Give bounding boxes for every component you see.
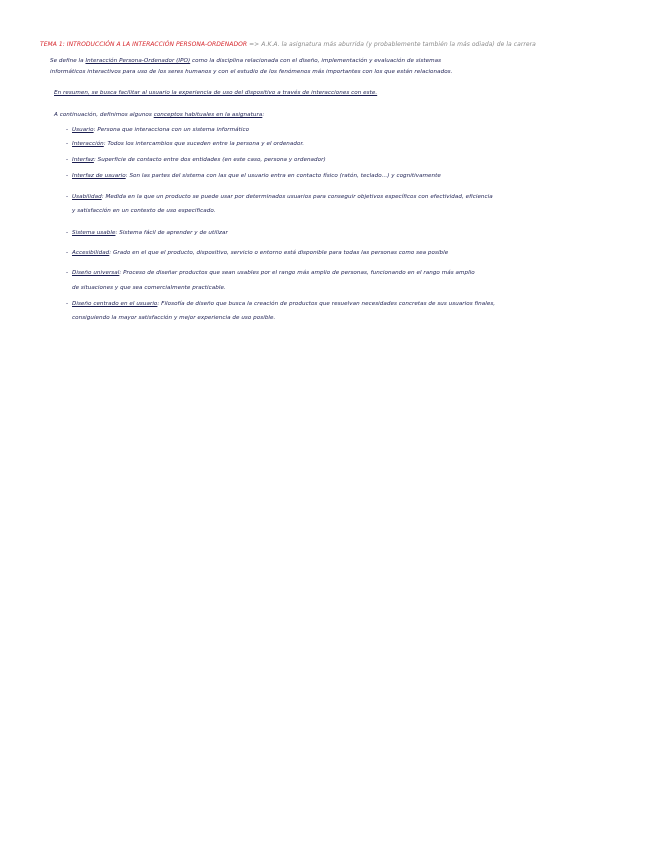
concept-usuario: - Usuario: Persona que interacciona con un sistema informático — [66, 127, 250, 133]
concept-term: Accesibilidad — [72, 250, 110, 256]
summary-line: En resumen, se busca facilitar al usuario la experiencia de uso del dispositivo a través de interacciones con este. — [54, 90, 378, 96]
page-title — [40, 41, 536, 49]
concept-sistema-usable: - Sistema usable: Sistema fácil de aprender y de utilizar — [66, 230, 228, 236]
concept-interfaz: - Interfaz: Superficie de contacto entre dos entidades (en este caso, persona y ordenador) — [66, 157, 326, 163]
concept-def: Medida en la que un producto se puede usar por determinados usuarios para conseguir objetivos específicos con efectividad, eficiencia — [105, 194, 493, 200]
concept-diseno-centrado: - Diseño centrado en el usuario: Filosofía de diseño que busca la creación de productos que resuelvan necesidades concretas de sus usuarios finales, — [66, 301, 496, 307]
concept-accesibilidad: - Accesibilidad: Grado en el que el producto, dispositivo, servicio o entorno está disponible para todas las personas como sea posible — [66, 250, 449, 256]
concept-term: Interfaz de usuario — [72, 173, 126, 179]
concept-term: Sistema usable — [72, 230, 116, 236]
concept-term: Diseño centrado en el usuario — [72, 301, 158, 307]
intro-suffix: como la disciplina relacionada con el diseño, implementación y evaluación de sistemas — [192, 58, 442, 64]
concept-interfaz-usuario: - Interfaz de usuario: Son las partes del sistema con las que el usuario entra en contacto físico (ratón, teclado...) y cognitivamente — [66, 173, 441, 179]
concept-def: Grado en el que el producto, dispositivo, servicio o entorno está disponible para todas las personas como sea posible — [113, 250, 449, 256]
concept-def: Sistema fácil de aprender y de utilizar — [119, 230, 228, 236]
intro-line-2: informáticos interactivos para uso de los seres humanos y con el estudio de los fenómenos más importantes con los que están relacionados. — [50, 69, 453, 75]
concept-usabilidad: - Usabilidad: Medida en la que un producto se puede usar por determinados usuarios para conseguir objetivos específicos con efectividad, eficiencia — [66, 194, 493, 200]
concept-interaccion: - Interacción: Todos los intercambios que suceden entre la persona y el ordenador. — [66, 141, 305, 147]
concept-def: Todos los intercambios que suceden entre la persona y el ordenador. — [107, 141, 305, 147]
concept-def: Superficie de contacto entre dos entidades (en este caso, persona y ordenador) — [97, 157, 326, 163]
concept-term: Interacción — [72, 141, 104, 147]
concept-def: Proceso de diseñar productos que sean usables por el rango más amplio de personas, funcionando en el rango más amplio — [123, 270, 475, 276]
concept-term: Usuario — [72, 127, 94, 133]
title-main: TEMA 1: INTRODUCCIÓN A LA INTERACCIÓN PERSONA-ORDENADOR — [40, 41, 248, 48]
concepts-intro-underlined: conceptos habituales en la asignatura — [153, 112, 263, 118]
intro-line-1 — [50, 57, 441, 65]
concept-term: Interfaz — [72, 157, 94, 163]
concept-def: Son las partes del sistema con las que el usuario entra en contacto físico (ratón, teclado...) y cognitivamente — [129, 173, 441, 179]
concept-usabilidad-line-2: y satisfacción en un contexto de uso especificado. — [72, 208, 216, 214]
concepts-intro-suffix: : — [262, 112, 265, 118]
title-arrow: => — [249, 41, 260, 48]
concepts-intro-prefix: A continuación, definimos algunos — [54, 112, 152, 118]
intro-prefix: Se define la — [50, 58, 84, 64]
concept-term: Diseño universal — [72, 270, 120, 276]
title-aside: A.K.A. la asignatura más aburrida (y probablemente también la más odiada) de la carrera — [261, 41, 536, 48]
concept-term: Usabilidad — [72, 194, 102, 200]
concept-diseno-centrado-line-2: consiguiendo la mayor satisfacción y mejor experiencia de uso posible. — [72, 315, 276, 321]
concept-def: Persona que interacciona con un sistema informático — [97, 127, 250, 133]
concept-diseno-universal-line-2: de situaciones y que sea comercialmente practicable. — [72, 285, 226, 291]
concepts-intro — [54, 111, 264, 119]
concept-diseno-universal: - Diseño universal: Proceso de diseñar productos que sean usables por el rango más amplio de personas, funcionando en el rango más amplio — [66, 270, 475, 276]
intro-term: Interacción Persona-Ordenador (IPO) — [85, 58, 191, 64]
concept-def: Filosofía de diseño que busca la creación de productos que resuelvan necesidades concretas de sus usuarios finales, — [161, 301, 496, 307]
